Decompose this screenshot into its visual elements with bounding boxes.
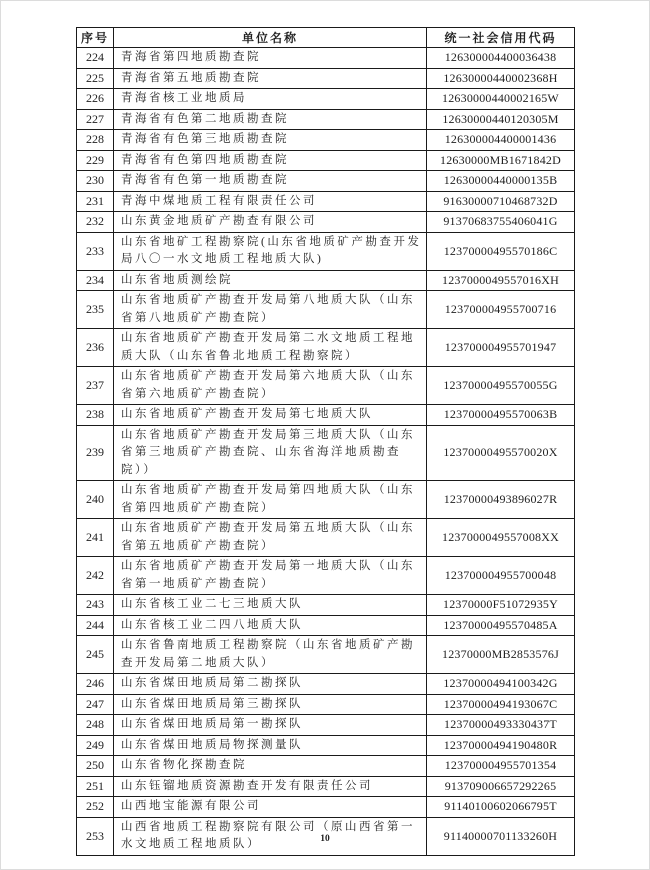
table-row bbox=[77, 130, 575, 151]
table-row bbox=[77, 232, 575, 270]
serial-number-cell: 229 bbox=[77, 150, 114, 171]
table-row bbox=[77, 756, 575, 777]
unit-name-cell: 青海省有色第四地质勘查院 bbox=[114, 150, 427, 171]
serial-number-cell: 226 bbox=[77, 89, 114, 110]
credit-code-cell: 12370000494190480R bbox=[427, 735, 575, 756]
unit-name-cell: 山东省地质矿产勘查开发局第八地质大队（山东省第八地质矿产勘查院） bbox=[114, 291, 427, 329]
credit-code-cell: 913709006657292265 bbox=[427, 776, 575, 797]
table-row bbox=[77, 212, 575, 233]
credit-code-cell: 1237000049557008XX bbox=[427, 519, 575, 557]
serial-number-cell: 245 bbox=[77, 636, 114, 674]
serial-number-cell: 251 bbox=[77, 776, 114, 797]
unit-name-cell: 山东省地质矿产勘查开发局第五地质大队（山东省第五地质矿产勘查院） bbox=[114, 519, 427, 557]
table-row bbox=[77, 291, 575, 329]
credit-code-cell: 12370000495570020X bbox=[427, 425, 575, 481]
table-body bbox=[77, 48, 575, 856]
unit-name-cell: 山西省地质工程勘察院有限公司（原山西省第一水文地质工程地质队） bbox=[114, 817, 427, 855]
serial-number-cell: 237 bbox=[77, 367, 114, 405]
unit-name-cell: 山东省煤田地质局第三勘探队 bbox=[114, 694, 427, 715]
credit-code-cell: 12630000440000135B bbox=[427, 171, 575, 192]
table-row bbox=[77, 776, 575, 797]
table-row bbox=[77, 595, 575, 616]
serial-number-cell: 250 bbox=[77, 756, 114, 777]
table-row bbox=[77, 191, 575, 212]
serial-number-cell: 243 bbox=[77, 595, 114, 616]
table-row bbox=[77, 367, 575, 405]
credit-code-cell: 91140000701133260H bbox=[427, 817, 575, 855]
serial-number-cell: 253 bbox=[77, 817, 114, 855]
table-row bbox=[77, 68, 575, 89]
credit-code-cell: 123700004955700048 bbox=[427, 557, 575, 595]
serial-number-cell: 235 bbox=[77, 291, 114, 329]
serial-number-cell: 248 bbox=[77, 715, 114, 736]
serial-number-cell: 242 bbox=[77, 557, 114, 595]
unit-name-cell: 山东省核工业二四八地质大队 bbox=[114, 615, 427, 636]
credit-code-cell: 91370683755406041G bbox=[427, 212, 575, 233]
credit-code-cell: 12370000493896027R bbox=[427, 481, 575, 519]
unit-name-cell: 山东省煤田地质局第二勘探队 bbox=[114, 674, 427, 695]
table-row bbox=[77, 557, 575, 595]
serial-number-cell: 224 bbox=[77, 48, 114, 69]
unit-name-cell: 山东省物化探勘查院 bbox=[114, 756, 427, 777]
unit-name-cell: 山东省地质矿产勘查开发局第三地质大队（山东省第三地质矿产勘查院、山东省海洋地质勘查院）） bbox=[114, 425, 427, 481]
serial-number-cell: 231 bbox=[77, 191, 114, 212]
serial-number-cell: 249 bbox=[77, 735, 114, 756]
table-row bbox=[77, 674, 575, 695]
unit-name-cell: 山西地宝能源有限公司 bbox=[114, 797, 427, 818]
unit-name-cell: 青海省有色第一地质勘查院 bbox=[114, 171, 427, 192]
credit-code-cell: 126300004400001436 bbox=[427, 130, 575, 151]
credit-code-cell: 12370000493330437T bbox=[427, 715, 575, 736]
unit-name-cell: 山东省地质矿产勘查开发局第四地质大队（山东省第四地质矿产勘查院） bbox=[114, 481, 427, 519]
credit-code-cell: 12370000494193067C bbox=[427, 694, 575, 715]
table-row bbox=[77, 425, 575, 481]
credit-code-cell: 12630000440120305M bbox=[427, 109, 575, 130]
credit-code-cell: 91140100602066795T bbox=[427, 797, 575, 818]
credit-code-cell: 12370000MB2853576J bbox=[427, 636, 575, 674]
credit-code-cell: 1237000049557016XH bbox=[427, 270, 575, 291]
table-row bbox=[77, 150, 575, 171]
serial-number-cell: 227 bbox=[77, 109, 114, 130]
unit-name-cell: 山东省核工业二七三地质大队 bbox=[114, 595, 427, 616]
credit-code-table bbox=[76, 27, 575, 856]
serial-number-cell: 225 bbox=[77, 68, 114, 89]
serial-number-cell: 228 bbox=[77, 130, 114, 151]
serial-number-cell: 230 bbox=[77, 171, 114, 192]
table-row bbox=[77, 615, 575, 636]
serial-number-cell: 240 bbox=[77, 481, 114, 519]
unit-name-cell: 青海省有色第三地质勘查院 bbox=[114, 130, 427, 151]
header-credit-code: 统一社会信用代码 bbox=[427, 28, 575, 48]
credit-code-cell: 126300004400036438 bbox=[427, 48, 575, 69]
table-row bbox=[77, 109, 575, 130]
header-serial-number: 序号 bbox=[77, 28, 114, 48]
credit-code-cell: 12370000495570055G bbox=[427, 367, 575, 405]
unit-name-cell: 山东省鲁南地质工程勘察院（山东省地质矿产勘查开发局第二地质大队） bbox=[114, 636, 427, 674]
unit-name-cell: 山东省地质矿产勘查开发局第二水文地质工程地质大队（山东省鲁北地质工程勘察院） bbox=[114, 329, 427, 367]
unit-name-cell: 青海省有色第二地质勘查院 bbox=[114, 109, 427, 130]
unit-name-cell: 青海省第五地质勘查院 bbox=[114, 68, 427, 89]
table-row bbox=[77, 636, 575, 674]
table-row bbox=[77, 735, 575, 756]
credit-code-cell: 12370000494100342G bbox=[427, 674, 575, 695]
credit-code-cell: 123700004955701354 bbox=[427, 756, 575, 777]
unit-name-cell: 山东省地质矿产勘查开发局第一地质大队（山东省第一地质矿产勘查院） bbox=[114, 557, 427, 595]
unit-name-cell: 山东钰镏地质资源勘查开发有限责任公司 bbox=[114, 776, 427, 797]
unit-name-cell: 山东省煤田地质局物探测量队 bbox=[114, 735, 427, 756]
credit-code-cell: 12370000F51072935Y bbox=[427, 595, 575, 616]
unit-name-cell: 山东省煤田地质局第一勘探队 bbox=[114, 715, 427, 736]
unit-name-cell: 山东省地质测绘院 bbox=[114, 270, 427, 291]
table-row bbox=[77, 519, 575, 557]
table-row bbox=[77, 171, 575, 192]
table-row bbox=[77, 89, 575, 110]
unit-name-cell: 青海省第四地质勘查院 bbox=[114, 48, 427, 69]
serial-number-cell: 234 bbox=[77, 270, 114, 291]
serial-number-cell: 233 bbox=[77, 232, 114, 270]
table-row bbox=[77, 797, 575, 818]
unit-name-cell: 山东省地质矿产勘查开发局第七地质大队 bbox=[114, 405, 427, 426]
credit-code-cell: 123700004955700716 bbox=[427, 291, 575, 329]
unit-name-cell: 山东省地矿工程勘察院(山东省地质矿产勘查开发局八〇一水文地质工程地质大队) bbox=[114, 232, 427, 270]
table-row bbox=[77, 270, 575, 291]
serial-number-cell: 252 bbox=[77, 797, 114, 818]
table-row bbox=[77, 329, 575, 367]
serial-number-cell: 239 bbox=[77, 425, 114, 481]
unit-name-cell: 青海省核工业地质局 bbox=[114, 89, 427, 110]
unit-name-cell: 山东省地质矿产勘查开发局第六地质大队（山东省第六地质矿产勘查院） bbox=[114, 367, 427, 405]
serial-number-cell: 236 bbox=[77, 329, 114, 367]
table-row bbox=[77, 405, 575, 426]
credit-code-cell: 12630000440002368H bbox=[427, 68, 575, 89]
unit-name-cell: 山东黄金地质矿产勘查有限公司 bbox=[114, 212, 427, 233]
serial-number-cell: 247 bbox=[77, 694, 114, 715]
credit-code-cell: 91630000710468732D bbox=[427, 191, 575, 212]
table-row bbox=[77, 715, 575, 736]
unit-name-cell: 青海中煤地质工程有限责任公司 bbox=[114, 191, 427, 212]
serial-number-cell: 238 bbox=[77, 405, 114, 426]
table-header-row bbox=[77, 28, 575, 48]
serial-number-cell: 241 bbox=[77, 519, 114, 557]
credit-code-cell: 12630000MB1671842D bbox=[427, 150, 575, 171]
table-row bbox=[77, 481, 575, 519]
credit-code-cell: 12370000495570485A bbox=[427, 615, 575, 636]
credit-code-cell: 12630000440002165W bbox=[427, 89, 575, 110]
serial-number-cell: 232 bbox=[77, 212, 114, 233]
table-row bbox=[77, 48, 575, 69]
serial-number-cell: 244 bbox=[77, 615, 114, 636]
page-number: 10 bbox=[320, 834, 330, 844]
credit-code-cell: 123700004955701947 bbox=[427, 329, 575, 367]
serial-number-cell: 246 bbox=[77, 674, 114, 695]
header-unit-name: 单位名称 bbox=[114, 28, 427, 48]
credit-code-cell: 12370000495570063B bbox=[427, 405, 575, 426]
credit-code-cell: 12370000495570186C bbox=[427, 232, 575, 270]
table-row bbox=[77, 694, 575, 715]
